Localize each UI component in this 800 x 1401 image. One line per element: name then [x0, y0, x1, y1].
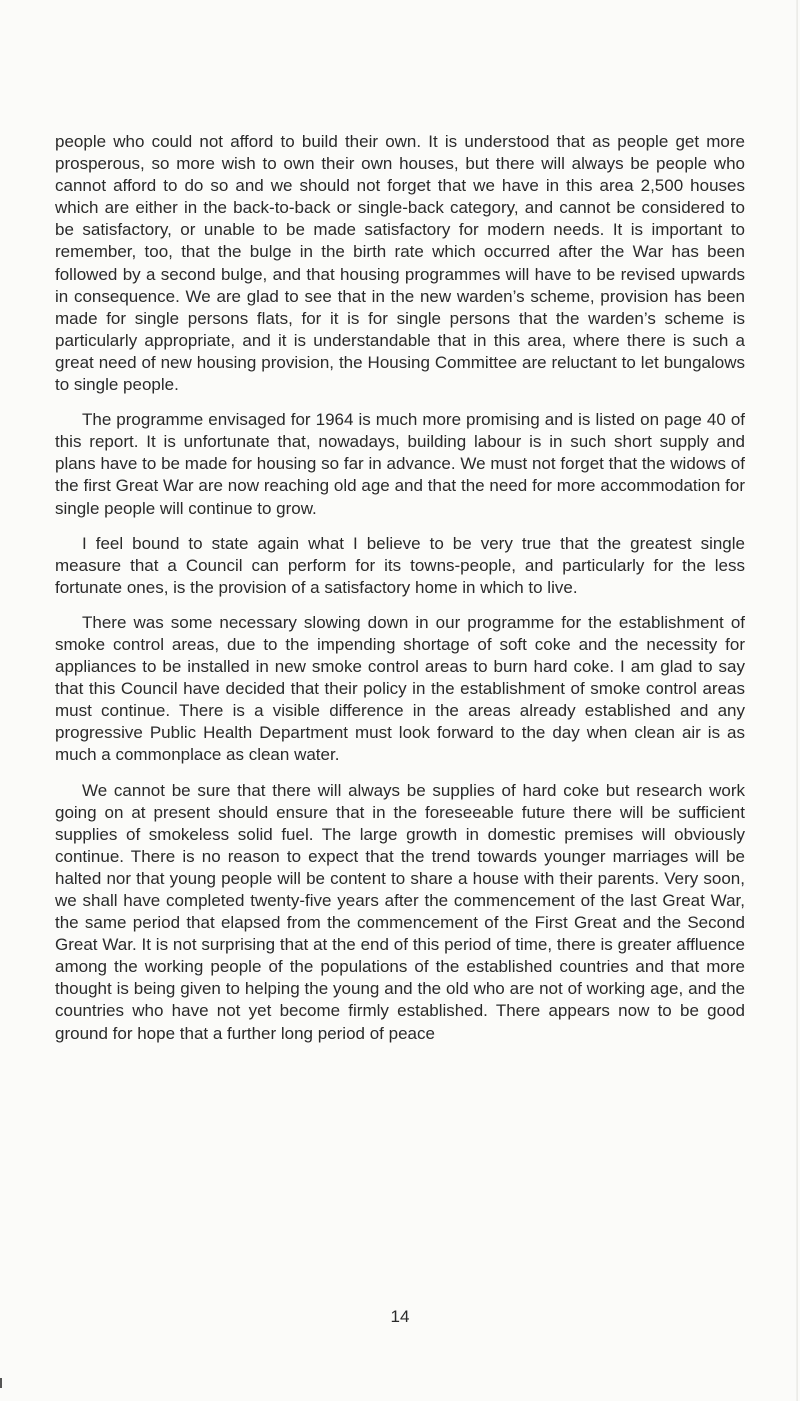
page-edge-shadow: [796, 0, 798, 1401]
scan-margin-mark: [0, 1378, 2, 1388]
paragraph-smoke-control: There was some necessary slowing down in our programme for the establishment of smoke control areas, due to the impending shortage of soft coke and the necessity for appliances to be installed in new smoke control areas to burn hard coke. I am glad to say that this Council have decided that their policy in the establishment of smoke control areas must continue. There is a visible difference in the areas already established and any progressive Public Health Department must look forward to the day when clean air is as much a commonplace as clean water.: [55, 612, 745, 765]
page-number: 14: [390, 1307, 410, 1326]
paragraph-hard-coke-supplies: We cannot be sure that there will always be supplies of hard coke but research work going on at present should ensure that in the foreseeable future there will be sufficient supplies of smokeless solid fuel. The large growth in domestic premises will obviously continue. There is no reason to expect that the trend towards younger marriages will be halted nor that young people will be content to share a house with their parents. Very soon, we shall have completed twenty-five years after the commencement of the last Great War, the same period that elapsed from the commencement of the First Great and the Second Great War. It is not surprising that at the end of this period of time, there is greater affluence among the working people of the populations of the established countries and that more thought is being given to helping the young and the old who are not of working age, and the countries who have not yet become firmly established. There appears now to be good ground for hope that a further long period of peace: [55, 780, 745, 1043]
paragraph-satisfactory-home: I feel bound to state again what I believe to be very true that the greatest single measure that a Council can perform for its towns-people, and particularly for the less fortunate ones, is the provision of a satisfactory home in which to live.: [55, 533, 745, 597]
paragraph-housing-continuation: people who could not afford to build their own. It is understood that as people get more prosperous, so more wish to own their own houses, but there will always be people who cannot afford to do so and we should not forget that we have in this area 2,500 houses which are either in the back-to-back or single-back category, and cannot be considered to be satisfactory, or unable to be made satisfactory for modern needs. It is important to remember, too, that the bulge in the birth rate which occurred after the War has been followed by a second bulge, and that housing programmes will have to be revised upwards in consequence. We are glad to see that in the new warden’s scheme, provision has been made for single persons flats, for it is for single persons that the warden’s scheme is particularly appropriate, and it is understandable that in this area, where there is such a great need of new housing provision, the Housing Committee are reluctant to let bungalows to single people.: [55, 132, 745, 395]
paragraph-programme-1964: The programme envisaged for 1964 is much more promising and is listed on page 40 of this report. It is unfortunate that, nowadays, building labour is in such short supply and plans have to be made for housing so far in advance. We must not forget that the widows of the first Great War are now reaching old age and that the need for more accommodation for single people will continue to grow.: [55, 410, 745, 518]
document-body: [55, 131, 745, 1045]
